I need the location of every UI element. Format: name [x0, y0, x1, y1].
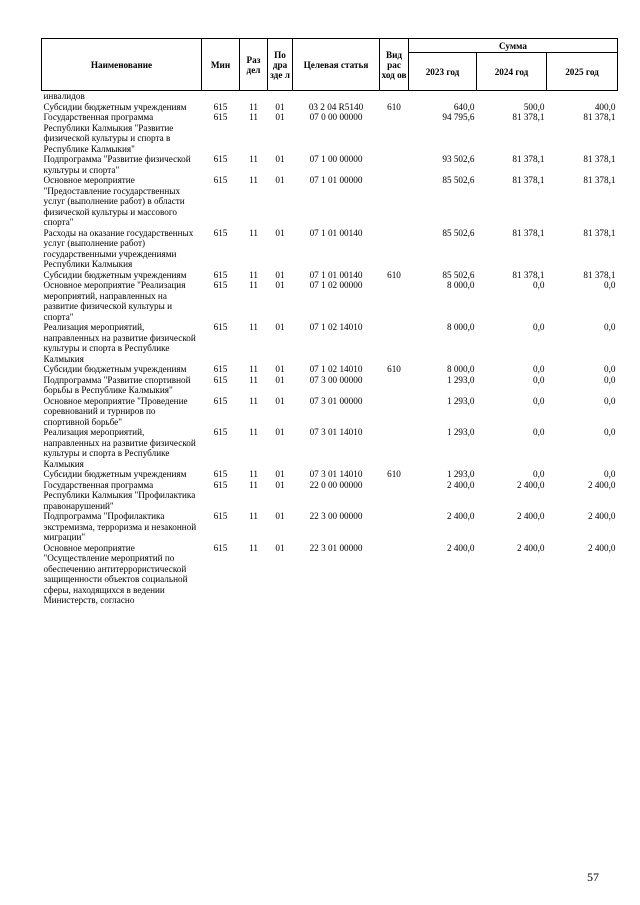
cell-vr	[380, 228, 409, 270]
cell-min: 615	[213, 427, 228, 437]
cell-y2025: 81 378,1	[583, 154, 616, 164]
cell-y2024: 81 378,1	[512, 154, 545, 164]
cell-name: Реализация мероприятий, направленных на развитие физической культуры и спорта в Республике Калмыкия	[43, 427, 196, 469]
cell-y2024: 81 378,1	[512, 112, 545, 122]
cell-vr	[380, 543, 409, 606]
cell-y2024: 81 378,1	[512, 269, 545, 280]
cell-min: 615	[213, 364, 228, 374]
cell-rz: 11	[249, 101, 258, 112]
cell-name: Подпрограмма "Профилактика экстремизма, терроризма и незаконной миграции"	[43, 511, 197, 542]
cell-rz: 11	[249, 269, 258, 280]
cell-y2025: 2 400,0	[587, 511, 616, 521]
cell-cs: 07 1 02 14010	[309, 322, 363, 332]
cell-y2025: 81 378,1	[583, 112, 616, 122]
table-header	[42, 39, 618, 91]
cell-vr	[380, 427, 409, 469]
cell-rz: 11	[249, 280, 258, 290]
cell-min: 615	[213, 511, 228, 521]
cell-name: Субсидии бюджетным учреждениям	[43, 269, 187, 280]
cell-name: Расходы на оказание государственных услуг (выполнение работ) государственными учреждениями Республики Калмыкия	[43, 227, 194, 269]
cell-cs: 07 3 00 00000	[309, 374, 363, 385]
header-vid: Вид рас ход ов	[380, 39, 409, 91]
cell-vr: 610	[387, 101, 401, 112]
header-razdel: Раз дел	[240, 39, 268, 91]
cell-rz: 11	[249, 364, 258, 374]
table-row	[42, 280, 618, 322]
table-row	[42, 511, 618, 543]
cell-vr: 610	[387, 469, 401, 479]
cell-y2023: 94 795,6	[442, 112, 475, 122]
cell-cs: 22 3 01 00000	[309, 542, 363, 553]
cell-pr: 01	[275, 101, 285, 112]
cell-cs: 07 1 01 00140	[309, 227, 363, 238]
cell-pr: 01	[275, 469, 285, 479]
cell-vr	[380, 322, 409, 364]
cell-vr	[380, 280, 409, 322]
cell-min: 615	[213, 175, 228, 185]
cell-vr	[380, 375, 409, 396]
cell-y2023	[409, 91, 477, 102]
cell-y2024: 2 400,0	[516, 542, 545, 553]
cell-y2024: 0,0	[533, 395, 545, 406]
cell-pr: 01	[275, 479, 285, 490]
cell-y2024: 0,0	[533, 364, 545, 374]
cell-y2025: 2 400,0	[587, 542, 616, 553]
budget-table	[41, 38, 618, 606]
cell-vr	[380, 511, 409, 543]
cell-cs: 07 1 00 00000	[309, 154, 363, 164]
cell-pr: 01	[275, 269, 285, 280]
cell-rz: 11	[249, 395, 258, 406]
cell-y2023: 1 293,0	[446, 374, 475, 385]
cell-y2025: 2 400,0	[587, 479, 616, 490]
cell-cs: 22 3 00 00000	[309, 511, 363, 521]
cell-y2024: 2 400,0	[516, 479, 545, 490]
cell-y2025: 0,0	[604, 395, 616, 406]
cell-rz: 11	[249, 542, 258, 553]
cell-min: 615	[213, 322, 228, 332]
cell-y2024: 0,0	[533, 469, 545, 479]
cell-rz: 11	[249, 227, 258, 238]
cell-y2024: 0,0	[533, 322, 545, 332]
cell-name: инвалидов	[43, 91, 85, 101]
cell-y2023: 1 293,0	[446, 469, 475, 479]
table-row	[42, 396, 618, 428]
header-podrazdel: По дра зде л	[268, 39, 293, 91]
cell-rz: 11	[249, 374, 258, 385]
cell-y2024: 500,0	[523, 101, 545, 112]
cell-cs	[293, 91, 380, 102]
cell-y2023: 1 293,0	[446, 427, 475, 437]
table-row	[42, 102, 618, 113]
cell-vr	[380, 112, 409, 154]
cell-vr	[380, 480, 409, 512]
cell-cs: 03 2 04 R5140	[308, 101, 364, 112]
cell-min: 615	[213, 227, 228, 238]
cell-y2023: 2 400,0	[446, 479, 475, 490]
cell-pr	[268, 91, 293, 102]
cell-min: 615	[213, 542, 228, 553]
cell-pr: 01	[275, 280, 285, 290]
cell-rz: 11	[249, 479, 258, 490]
cell-y2023: 93 502,6	[442, 154, 475, 164]
header-sum: Сумма	[409, 39, 618, 53]
cell-y2025: 81 378,1	[583, 269, 616, 280]
header-2023: 2023 год	[409, 53, 477, 91]
cell-y2023: 85 502,6	[442, 269, 475, 280]
table-row	[42, 270, 618, 281]
cell-name: Основное мероприятие "Предоставление государственных услуг (выполнение работ) в области физической культуры и массового спорта"	[43, 175, 185, 227]
header-min: Мин	[202, 39, 240, 91]
cell-rz	[240, 91, 268, 102]
cell-y2023: 8 000,0	[446, 364, 475, 374]
table-row	[42, 228, 618, 270]
cell-rz: 11	[249, 427, 258, 437]
cell-name: Субсидии бюджетным учреждениям	[43, 364, 187, 374]
cell-pr: 01	[275, 227, 285, 238]
table-row	[42, 154, 618, 175]
cell-pr: 01	[275, 511, 285, 521]
cell-vr	[380, 154, 409, 175]
cell-cs: 07 3 01 14010	[309, 427, 363, 437]
cell-y2025: 81 378,1	[583, 175, 616, 185]
cell-cs: 07 3 01 00000	[309, 395, 363, 406]
cell-y2025: 0,0	[604, 469, 616, 479]
cell-min: 615	[213, 154, 228, 164]
table-row	[42, 91, 618, 102]
table-row	[42, 375, 618, 396]
cell-min: 615	[213, 374, 228, 385]
table-row	[42, 427, 618, 469]
cell-min: 615	[213, 395, 228, 406]
cell-rz: 11	[249, 469, 258, 479]
cell-pr: 01	[275, 154, 285, 164]
cell-y2024: 0,0	[533, 280, 545, 290]
table-row	[42, 175, 618, 228]
header-2024: 2024 год	[477, 53, 547, 91]
cell-min: 615	[213, 280, 228, 290]
cell-y2024	[477, 91, 547, 102]
header-target: Целевая статья	[293, 39, 380, 91]
header-name: Наименование	[42, 39, 202, 91]
table-body	[42, 91, 618, 606]
cell-y2025: 0,0	[604, 322, 616, 332]
cell-name: Подпрограмма "Развитие спортивной борьбы в Республике Калмыкия"	[43, 374, 191, 395]
cell-min	[202, 91, 240, 102]
cell-vr: 610	[387, 364, 401, 374]
cell-y2023: 8 000,0	[446, 322, 475, 332]
cell-name: Основное мероприятие "Осуществление мероприятий по обеспечению антитеррористической защищенности объектов социальной сферы, находящихся в ведении Министерств, согласно	[43, 542, 188, 605]
cell-y2025	[547, 91, 618, 102]
cell-name: Государственная программа Республики Калмыкия "Развитие физической культуры и спорта в Республике Калмыкия"	[43, 112, 174, 154]
cell-name: Субсидии бюджетным учреждениям	[43, 469, 187, 479]
cell-y2025: 0,0	[604, 374, 616, 385]
cell-pr: 01	[275, 542, 285, 553]
table-row	[42, 364, 618, 375]
cell-min: 615	[213, 269, 228, 280]
cell-min: 615	[213, 101, 228, 112]
table-row	[42, 480, 618, 512]
cell-rz: 11	[249, 175, 258, 185]
table-row	[42, 469, 618, 480]
cell-cs: 22 0 00 00000	[309, 479, 363, 490]
cell-y2025: 400,0	[594, 101, 616, 112]
cell-pr: 01	[275, 112, 285, 122]
cell-rz: 11	[249, 511, 258, 521]
cell-min: 615	[213, 469, 228, 479]
cell-y2023: 8 000,0	[446, 280, 475, 290]
cell-y2024: 0,0	[533, 427, 545, 437]
cell-pr: 01	[275, 395, 285, 406]
cell-y2025: 0,0	[604, 364, 616, 374]
cell-vr	[380, 91, 409, 102]
cell-cs: 07 1 01 00000	[309, 175, 363, 185]
cell-pr: 01	[275, 322, 285, 332]
cell-rz: 11	[249, 112, 258, 122]
cell-y2025: 81 378,1	[583, 227, 616, 238]
cell-cs: 07 3 01 14010	[309, 469, 363, 479]
cell-vr	[380, 396, 409, 428]
cell-y2024: 81 378,1	[512, 175, 545, 185]
cell-pr: 01	[275, 175, 285, 185]
header-2025: 2025 год	[547, 53, 618, 91]
cell-y2023: 640,0	[453, 101, 475, 112]
cell-rz: 11	[249, 154, 258, 164]
cell-y2023: 2 400,0	[446, 511, 475, 521]
cell-name: Субсидии бюджетным учреждениям	[43, 101, 187, 112]
cell-cs: 07 1 02 00000	[309, 280, 363, 290]
table-row	[42, 322, 618, 364]
cell-pr: 01	[275, 374, 285, 385]
cell-cs: 07 1 02 14010	[309, 364, 363, 374]
cell-vr: 610	[387, 269, 401, 280]
cell-y2023: 1 293,0	[446, 395, 475, 406]
cell-min: 615	[213, 112, 228, 122]
cell-name: Государственная программа Республики Калмыкия "Профилактика правонарушений"	[43, 479, 196, 511]
cell-name: Подпрограмма "Развитие физической культуры и спорта"	[43, 154, 191, 175]
cell-min: 615	[213, 479, 228, 490]
cell-rz: 11	[249, 322, 258, 332]
cell-cs: 07 1 01 00140	[309, 269, 363, 280]
cell-vr	[380, 175, 409, 228]
cell-y2024: 81 378,1	[512, 227, 545, 238]
cell-name: Основное мероприятие "Проведение соревнований и турниров по спортивной борьбе"	[43, 395, 188, 427]
cell-y2023: 85 502,6	[442, 227, 475, 238]
table-row	[42, 112, 618, 154]
cell-y2023: 85 502,6	[442, 175, 475, 185]
cell-name: Реализация мероприятий, направленных на развитие физической культуры и спорта в Республике Калмыкия	[43, 322, 196, 364]
cell-y2024: 2 400,0	[516, 511, 545, 521]
cell-pr: 01	[275, 427, 285, 437]
cell-cs: 07 0 00 00000	[309, 112, 363, 122]
cell-y2024: 0,0	[533, 374, 545, 385]
cell-y2023: 2 400,0	[446, 542, 475, 553]
cell-y2025: 0,0	[604, 427, 616, 437]
cell-pr: 01	[275, 364, 285, 374]
cell-name: Основное мероприятие "Реализация мероприятий, направленных на развитие физической культуры и спорта"	[43, 280, 186, 322]
table-row	[42, 543, 618, 606]
cell-y2025: 0,0	[604, 280, 616, 290]
page-number: 57	[587, 870, 599, 884]
